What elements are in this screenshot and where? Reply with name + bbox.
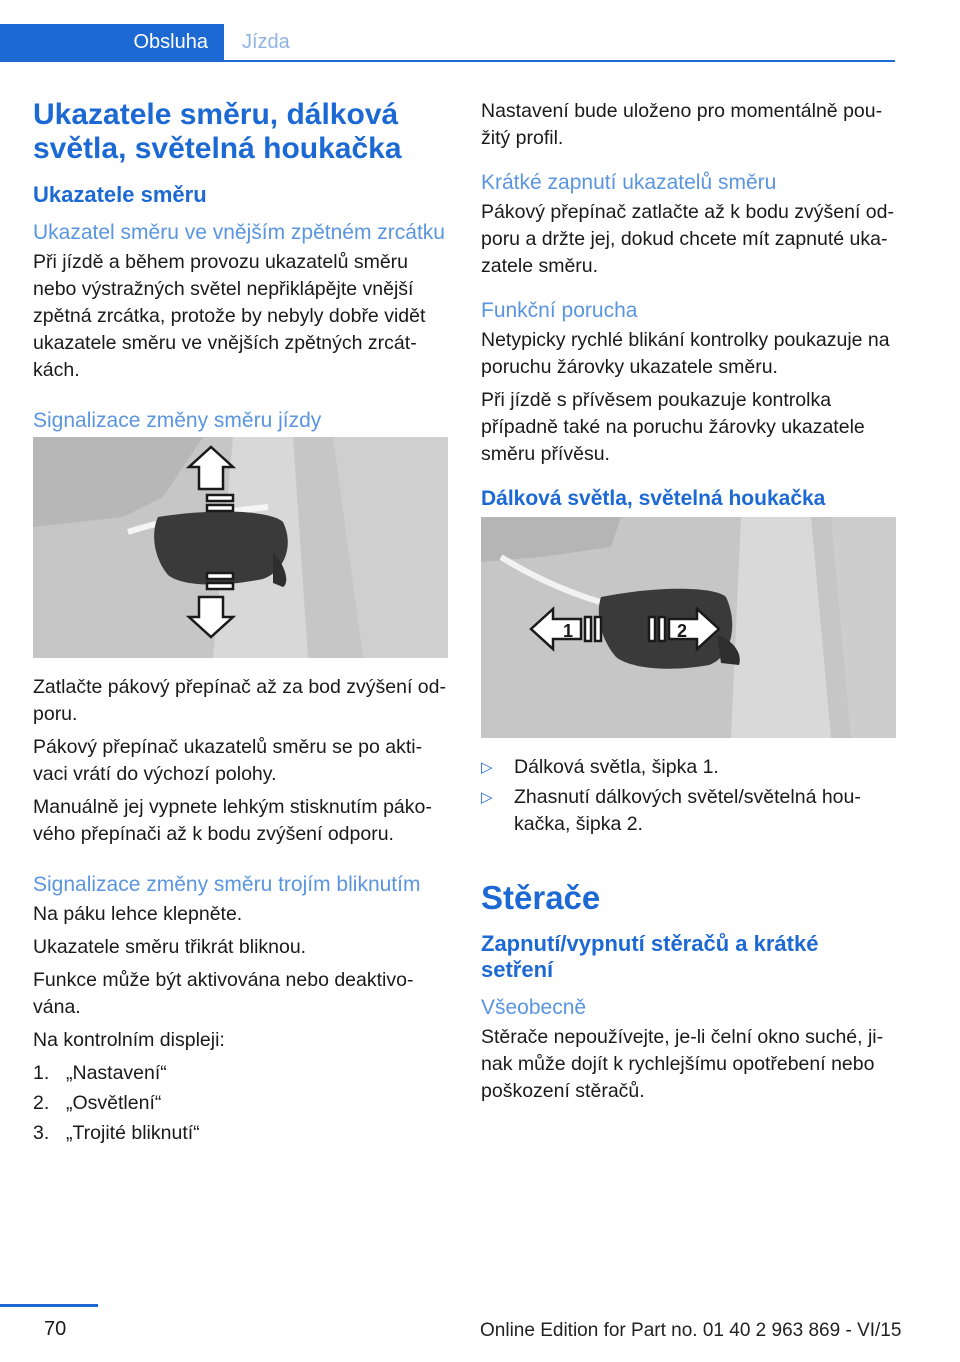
paragraph-blink-three: Ukazatele směru třikrát bliknou.: [33, 936, 307, 958]
paragraph-trailer: Při jízdě s přívěsem poukazuje kontrolka případně také na poruchu žárovky ukazatele směru přívěsu.: [481, 389, 865, 465]
edition-text: Online Edition for Part no. 01 40 2 963 869 - VI/15: [480, 1320, 902, 1341]
triangle-bullet-icon: ▷: [481, 789, 493, 806]
high-beam-lever-illustration: [481, 517, 896, 738]
heading-turn-signals: Ukazatele směru: [33, 182, 207, 207]
page-title: Ukazatele směru, dálková světla, světelná houkačka: [33, 98, 402, 165]
paragraph-control-display: Na kontrolním displeji:: [33, 1029, 225, 1051]
heading-wipers-on-off: Zapnutí/vypnutí stěračů a krátké setření: [481, 931, 819, 982]
heading-direction-signal: Signalizace změny směru jízdy: [33, 409, 322, 432]
heading-general: Všeobecně: [481, 996, 587, 1019]
paragraph-profile-saved: Nastavení bude uloženo pro momentálně použitý profil.: [481, 100, 883, 149]
paragraph-mirror: Při jízdě a během provozu ukazatelů směru nebo výstražných světel nepřiklápějte vnější zpětná zrcátka, protože by nebyly dobře vidět ukazatele směru ve vnějších zpětných zrcátkách.: [33, 251, 426, 381]
list-item: ▷ Zhasnutí dálkových světel/světelná houkačka, šipka 2.: [481, 786, 861, 835]
tab-jizda[interactable]: Jízda: [242, 31, 290, 53]
left-column: [33, 98, 448, 1150]
triangle-bullet-icon: ▷: [481, 759, 493, 776]
paragraph-short-signal: Pákový přepínač zatlačte až k bodu zvýšení odporu a držte jej, dokud chcete mít zapnuté ukazatele směru.: [481, 201, 894, 277]
footer-rule: [0, 1304, 98, 1307]
turn-lever-illustration: [33, 437, 448, 658]
arrow-label-1: 1: [563, 621, 574, 641]
heading-mirror-signal: Ukazatel směru ve vnějším zpětném zrcátku: [33, 221, 445, 244]
settings-steps-list: [33, 1060, 448, 1147]
paragraph-lever-return: Pákový přepínač ukazatelů směru se po aktivaci vrátí do výchozí polohy.: [33, 736, 423, 785]
page-number: 70: [44, 1318, 67, 1340]
tab-underline: [0, 60, 895, 62]
heading-wipers: Stěrače: [481, 879, 601, 916]
paragraph-fast-blink: Netypicky rychlé blikání kontrolky poukazuje na poruchu žárovky ukazatele směru.: [481, 329, 890, 378]
paragraph-wipers-dry: Stěrače nepoužívejte, je-li čelní okno suché, jinak může dojít k rychlejšímu opotřebení nebo poškození stěračů.: [481, 1026, 884, 1102]
figure-turn-lever: [33, 437, 448, 658]
heading-short-signal: Krátké zapnutí ukazatelů směru: [481, 171, 777, 194]
paragraph-activate: Funkce může být aktivována nebo deaktivována.: [33, 969, 414, 1018]
right-column: [481, 98, 896, 1111]
heading-triple-blink: Signalizace změny směru trojím bliknutím: [33, 873, 421, 896]
heading-high-beams: Dálková světla, světelná houkačka: [481, 487, 826, 510]
paragraph-tap-lever: Na páku lehce klepněte.: [33, 903, 243, 925]
list-item: 3. „Trojité bliknutí“: [33, 1122, 200, 1144]
tab-obsluha[interactable]: Obsluha: [0, 24, 224, 60]
list-item: ▷ Dálková světla, šipka 1.: [481, 754, 896, 781]
high-beam-bullets: [481, 754, 896, 838]
arrow-label-2: 2: [677, 621, 688, 641]
list-item: 2. „Osvětlení“: [33, 1092, 162, 1114]
list-item: 1. „Nastavení“: [33, 1062, 167, 1084]
figure-high-beam-lever: [481, 517, 896, 738]
paragraph-push-lever: Zatlačte pákový přepínač až za bod zvýšení odporu.: [33, 676, 446, 725]
heading-malfunction: Funkční porucha: [481, 299, 638, 322]
paragraph-manual-off: Manuálně jej vypnete lehkým stisknutím pákového přepínači až k bodu zvýšení odporu.: [33, 796, 432, 845]
section-tabbar: [0, 24, 895, 62]
